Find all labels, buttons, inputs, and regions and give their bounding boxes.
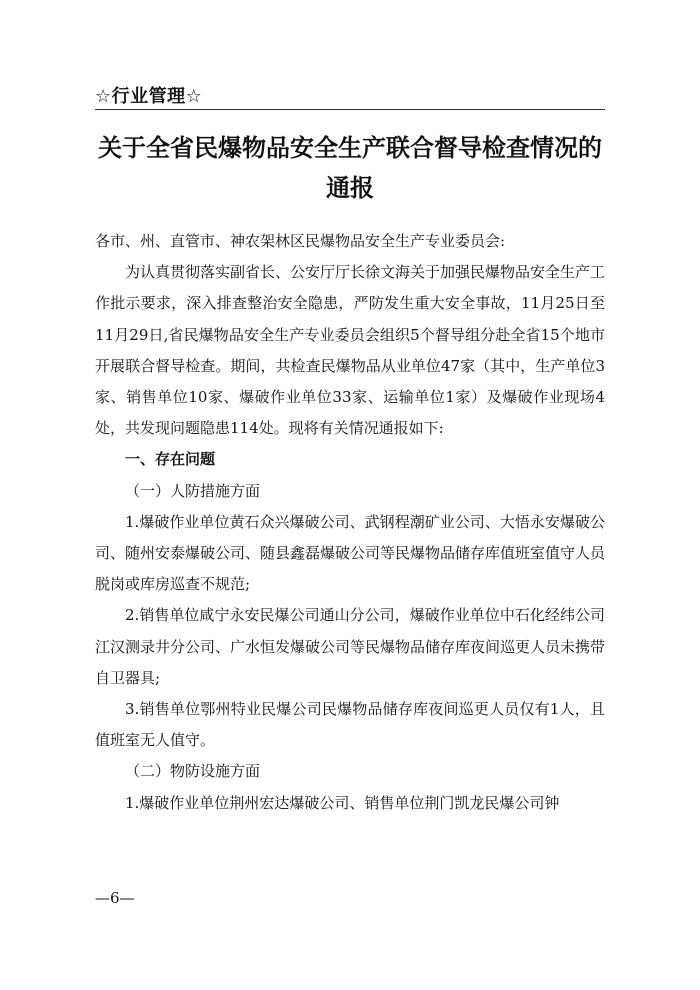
- title-line-2: 通报: [326, 174, 374, 202]
- list-item: 3.销售单位鄂州特业民爆公司民爆物品储存库夜间巡更人员仅有1人，且值班室无人值守。: [95, 700, 605, 750]
- list-item: 1.爆破作业单位黄石众兴爆破公司、武钢程潮矿业公司、大悟永安爆破公司、随州安泰爆破公司、随县鑫磊爆破公司等民爆物品储存库值班室值守人员脱岗或库房巡查不规范;: [95, 512, 606, 594]
- section-heading-problems: 一、存在问题: [125, 450, 216, 469]
- document-title: [95, 128, 605, 208]
- subsection-heading-personnel: （一）人防措施方面: [125, 481, 261, 500]
- salutation: 各市、州、直管市、神农架林区民爆物品安全生产专业委员会:: [95, 232, 506, 250]
- list-item: 2.销售单位咸宁永安民爆公司通山分公司，爆破作业单位中石化经纬公司江汉测录井分公司、广水恒发爆破公司等民爆物品储存库夜间巡更人员未携带自卫器具;: [95, 606, 606, 687]
- section-header: ☆行业管理☆: [95, 86, 203, 107]
- list-item: 1.爆破作业单位荆州宏达爆破公司、销售单位荆门凯龙民爆公司钟: [125, 793, 560, 812]
- document-body: [95, 226, 605, 819]
- title-line-1: 关于全省民爆物品安全生产联合督导检查情况的: [98, 134, 602, 162]
- subsection-heading-physical: （二）物防设施方面: [125, 762, 261, 781]
- intro-paragraph: 为认真贯彻落实副省长、公安厅厅长徐文海关于加强民爆物品安全生产工作批示要求，深入排查整治安全隐患，严防发生重大安全事故，11月25日至11月29日,省民爆物品安全生产专业委员会组织5个督导组分赴全省15个地市开展联合督导检查。期间，共检查民爆物品从业单位47家（其中，生产单位3家、销售单位10家、爆破作业单位33家、运输单位1家）及爆破作业现场4处，共发现问题隐患114处。现将有关情况通报如下:: [95, 263, 606, 438]
- header-divider: [95, 109, 605, 110]
- page-number: —6—: [95, 889, 135, 907]
